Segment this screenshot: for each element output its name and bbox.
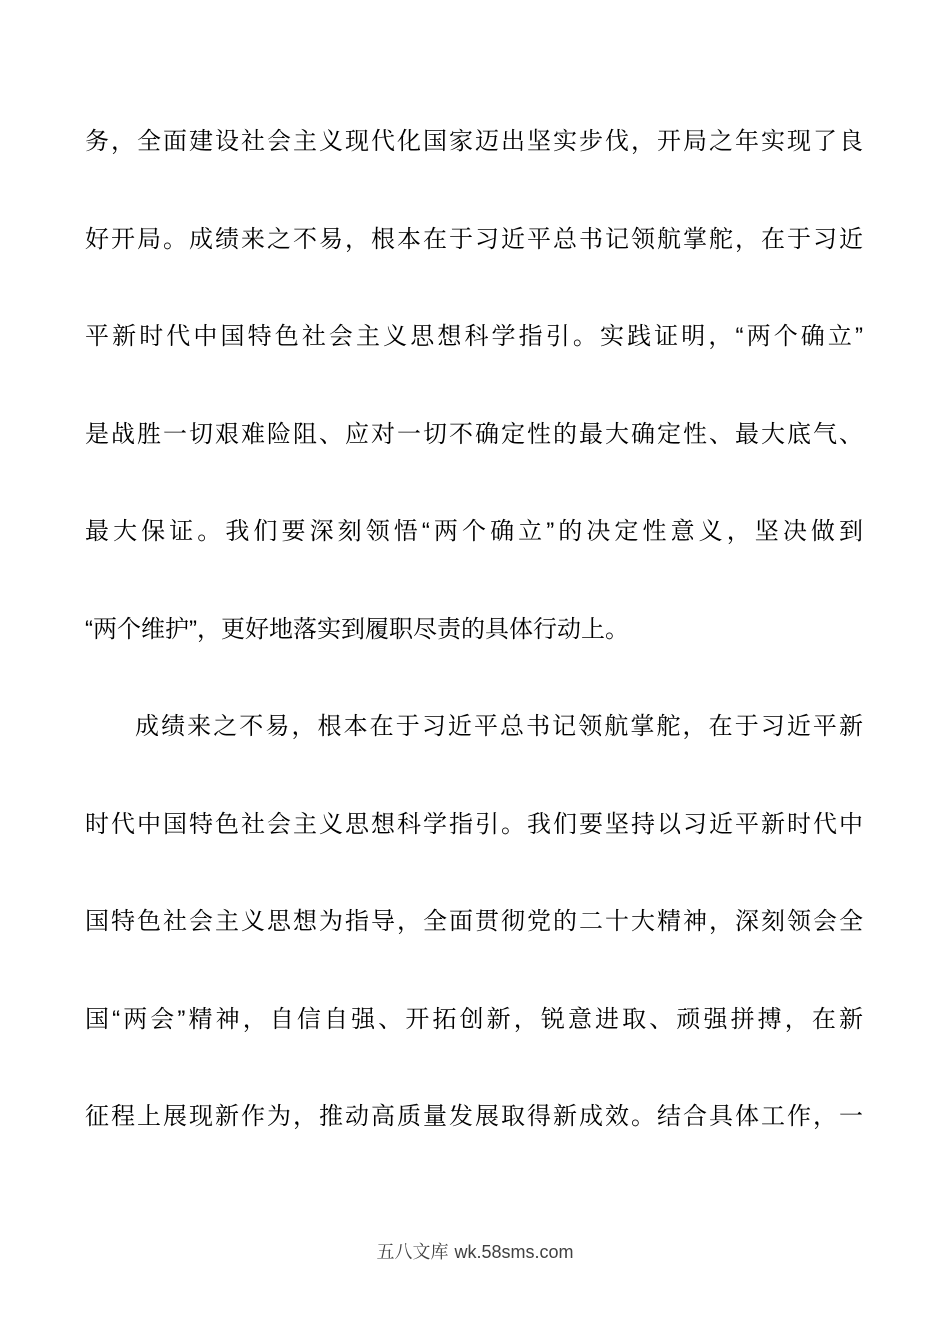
document-line: 务，全面建设社会主义现代化国家迈出坚实步伐，开局之年实现了良 [85, 128, 863, 155]
document-line: 征程上展现新作为，推动高质量发展取得新成效。结合具体工作，一 [85, 1103, 863, 1130]
document-line: 最大保证。我们要深刻领悟“两个确立”的决定性意义，坚决做到 [85, 518, 863, 545]
document-line: 国特色社会主义思想为指导，全面贯彻党的二十大精神，深刻领会全 [85, 908, 863, 935]
footer-watermark [0, 1240, 950, 1264]
footer-site-name: 五八文库 [376, 1242, 449, 1262]
document-line: 成绩来之不易，根本在于习近平总书记领航掌舵，在于习近平新 [135, 713, 863, 740]
document-line: 时代中国特色社会主义思想科学指引。我们要坚持以习近平新时代中 [85, 810, 863, 838]
document-line: 好开局。成绩来之不易，根本在于习近平总书记领航掌舵，在于习近 [85, 225, 863, 253]
document-body [85, 93, 863, 1166]
footer-site-url: wk.58sms.com [454, 1242, 574, 1262]
document-line: 国“两会”精神，自信自强、开拓创新，锐意进取、顽强拼搏，在新 [85, 1005, 863, 1033]
document-line: “两个维护”，更好地落实到履职尽责的具体行动上。 [85, 615, 629, 643]
document-line: 是战胜一切艰难险阻、应对一切不确定性的最大确定性、最大底气、 [85, 420, 863, 448]
document-line: 平新时代中国特色社会主义思想科学指引。实践证明，“两个确立” [85, 323, 863, 350]
